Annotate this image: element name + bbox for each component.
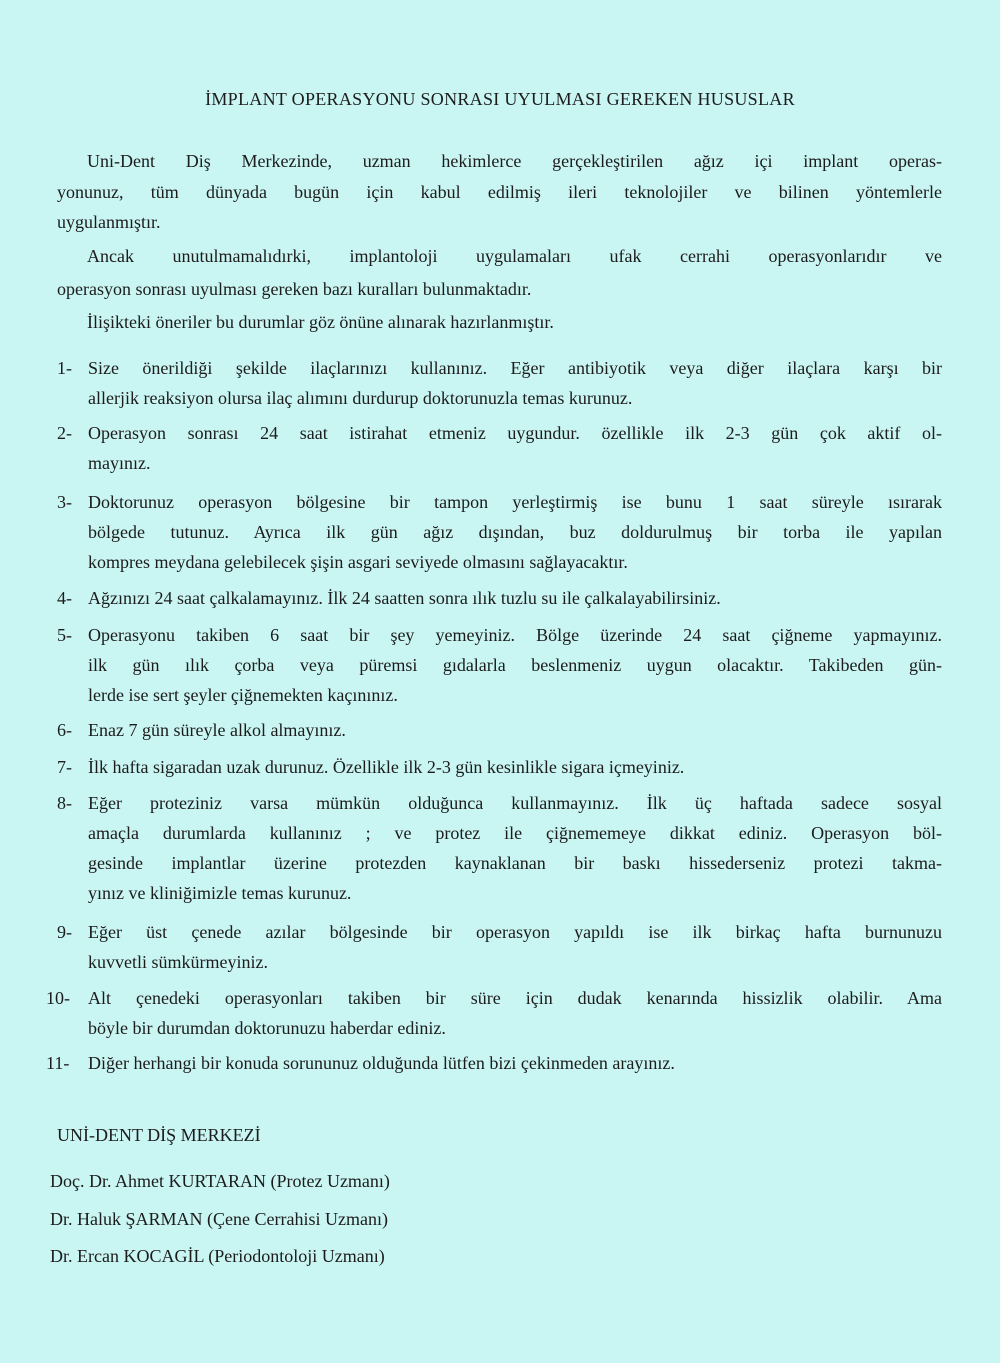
intro-paragraph-line: uygulanmıştır. — [57, 212, 161, 232]
list-item-line: kompres meydana gelebilecek şişin asgari seviyede olmasını sağlayacaktır. — [88, 552, 628, 572]
list-item-number: 5- — [57, 625, 72, 645]
doctor-name: Dr. Haluk ŞARMAN (Çene Cerrahisi Uzmanı) — [50, 1209, 388, 1229]
clinic-name: UNİ-DENT DİŞ MERKEZİ — [57, 1125, 261, 1145]
document-title: İMPLANT OPERASYONU SONRASI UYULMASI GEREKEN HUSUSLAR — [205, 89, 795, 109]
list-item-number: 8- — [57, 793, 72, 813]
list-item-line: mayınız. — [88, 453, 151, 473]
list-item-line: Diğer herhangi bir konuda sorununuz olduğunda lütfen bizi çekinmeden arayınız. — [88, 1053, 675, 1073]
list-item-line: yınız ve kliniğimizle temas kurunuz. — [88, 883, 352, 903]
doctor-name: Doç. Dr. Ahmet KURTARAN (Protez Uzmanı) — [50, 1171, 390, 1191]
list-item-number: 9- — [57, 922, 72, 942]
list-item-line: Alt çenedeki operasyonları takiben bir süre için dudak kenarında hissizlik olabilir. Ama — [88, 988, 942, 1008]
list-item-line: kuvvetli sümkürmeyiniz. — [88, 952, 268, 972]
list-item-number: 3- — [57, 492, 72, 512]
list-item-line: Eğer proteziniz varsa mümkün olduğunca kullanmayınız. İlk üç haftada sadece sosyal — [88, 793, 942, 813]
list-item-line: gesinde implantlar üzerine protezden kaynaklanan bir baskı hissederseniz protezi takma- — [88, 853, 942, 873]
list-item-number: 6- — [57, 720, 72, 740]
list-item-number: 7- — [57, 757, 72, 777]
list-item-number: 10- — [46, 988, 70, 1008]
list-item-line: Operasyon sonrası 24 saat istirahat etmeniz uygundur. özellikle ilk 2-3 gün çok aktif ol- — [88, 423, 942, 443]
list-item-number: 1- — [57, 358, 72, 378]
intro-paragraph-line: operasyon sonrası uyulması gereken bazı kuralları bulunmaktadır. — [57, 279, 532, 299]
intro-paragraph-line: Uni-Dent Diş Merkezinde, uzman hekimlerce gerçekleştirilen ağız içi implant operas- — [87, 151, 942, 171]
list-item-number: 2- — [57, 423, 72, 443]
list-item-line: bölgede tutunuz. Ayrıca ilk gün ağız dışından, buz doldurulmuş bir torba ile yapılan — [88, 522, 942, 542]
list-item-number: 11- — [46, 1053, 70, 1073]
list-item-line: İlk hafta sigaradan uzak durunuz. Özellikle ilk 2-3 gün kesinlikle sigara içmeyiniz. — [88, 757, 685, 777]
list-item-line: Operasyonu takiben 6 saat bir şey yemeyiniz. Bölge üzerinde 24 saat çiğneme yapmayınız. — [88, 625, 942, 645]
list-item-line: Enaz 7 gün süreyle alkol almayınız. — [88, 720, 346, 740]
list-item-line: allerjik reaksiyon olursa ilaç alımını durdurup doktorunuzla temas kurunuz. — [88, 388, 633, 408]
intro-paragraph-line: yonunuz, tüm dünyada bugün için kabul edilmiş ileri teknolojiler ve bilinen yöntemlerle — [57, 182, 942, 202]
list-item-line: Ağzınızı 24 saat çalkalamayınız. İlk 24 saatten sonra ılık tuzlu su ile çalkalayabilirsiniz. — [88, 588, 721, 608]
list-item-line: lerde ise sert şeyler çiğnemekten kaçınınız. — [88, 685, 398, 705]
list-item-line: Size önerildiği şekilde ilaçlarınızı kullanınız. Eğer antibiyotik veya diğer ilaçlara karşı bir — [88, 358, 942, 378]
list-item-line: böyle bir durumdan doktorunuzu haberdar ediniz. — [88, 1018, 446, 1038]
list-item-line: ilk gün ılık çorba veya püremsi gıdalarla beslenmeniz uygun olacaktır. Takibeden gün- — [88, 655, 942, 675]
intro-paragraph-line: İlişikteki öneriler bu durumlar göz önüne alınarak hazırlanmıştır. — [87, 312, 554, 332]
list-item-line: amaçla durumlarda kullanınız ; ve protez ile çiğnememeye dikkat ediniz. Operasyon böl- — [88, 823, 942, 843]
doctor-name: Dr. Ercan KOCAGİL (Periodontoloji Uzmanı) — [50, 1246, 385, 1266]
intro-paragraph-line: Ancak unutulmamalıdırki, implantoloji uygulamaları ufak cerrahi operasyonlarıdır ve — [87, 246, 942, 266]
list-item-line: Doktorunuz operasyon bölgesine bir tampon yerleştirmiş ise bunu 1 saat süreyle ısırarak — [88, 492, 942, 512]
list-item-number: 4- — [57, 588, 72, 608]
list-item-line: Eğer üst çenede azılar bölgesinde bir operasyon yapıldı ise ilk birkaç hafta burnunuzu — [88, 922, 942, 942]
